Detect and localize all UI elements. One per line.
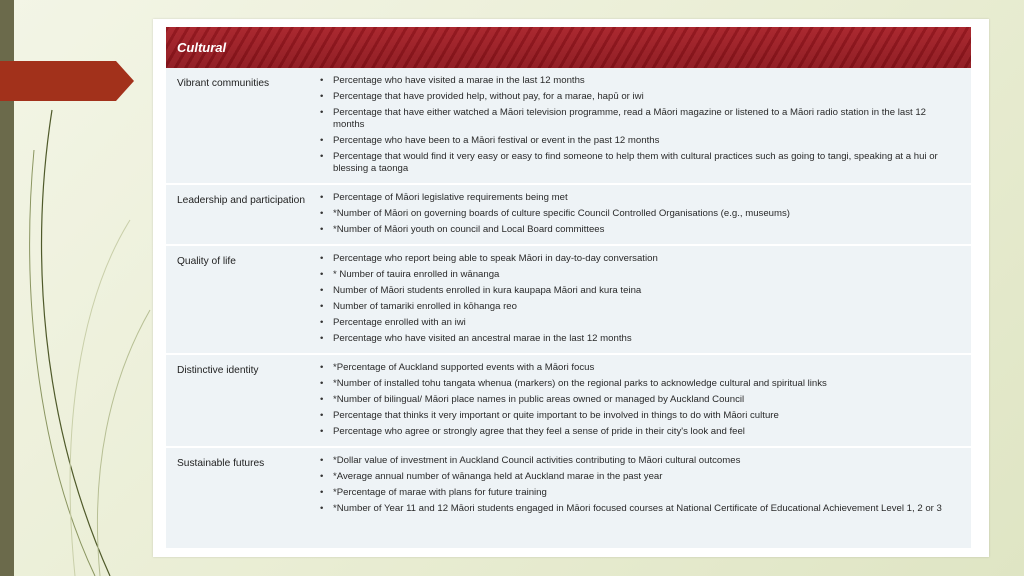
list-item: • *Percentage of Auckland supported events with a Māori focus [316, 362, 971, 374]
table-row [166, 355, 971, 448]
indicator-list [316, 448, 971, 548]
list-item: • Number of Māori students enrolled in kura kaupapa Māori and kura teina [316, 285, 971, 297]
row-category: Quality of life [177, 256, 236, 267]
list-item: • Percentage of Māori legislative requirements being met [316, 192, 971, 204]
list-item: • *Number of installed tohu tangata whenua (markers) on the regional parks to acknowledge cultural and spiritual links [316, 378, 971, 390]
list-item: • Percentage who have visited a marae in the last 12 months [316, 75, 971, 87]
table-row [166, 246, 971, 355]
list-item: • Number of tamariki enrolled in kōhanga reo [316, 301, 971, 313]
list-item: • Percentage that have provided help, without pay, for a marae, hapū or iwi [316, 91, 971, 103]
slide-content [153, 19, 989, 557]
list-item: • *Number of bilingual/ Māori place names in public areas owned or managed by Auckland Council [316, 394, 971, 406]
table-row [166, 448, 971, 548]
list-item: • *Number of Māori on governing boards of culture specific Council Controlled Organisations (e.g., museums) [316, 208, 971, 220]
row-category: Sustainable futures [177, 458, 265, 469]
list-item: • Percentage that thinks it very important or quite important to be involved in things to do with Māori culture [316, 410, 971, 422]
cultural-table [166, 27, 971, 548]
indicator-list [316, 185, 971, 244]
list-item: • Percentage that have either watched a Māori television programme, read a Māori magazine or listened to a Māori radio station in the last 12 months [316, 107, 971, 131]
red-tab-accent [0, 61, 116, 101]
table-header-banner [166, 27, 971, 68]
list-item: • Percentage who agree or strongly agree that they feel a sense of pride in their city's look and feel [316, 426, 971, 438]
table-row [166, 68, 971, 185]
list-item: • Percentage who have been to a Māori festival or event in the past 12 months [316, 135, 971, 147]
row-category: Vibrant communities [177, 78, 270, 89]
list-item: • *Percentage of marae with plans for future training [316, 487, 971, 499]
list-item: • Percentage that would find it very easy or easy to find someone to help them with cultural practices such as going to tangi, speaking at a hui or blessing a taonga [316, 151, 971, 175]
list-item: • * Number of tauira enrolled in wānanga [316, 269, 971, 281]
list-item: • *Number of Māori youth on council and Local Board committees [316, 224, 971, 236]
row-category: Distinctive identity [177, 365, 259, 376]
table-header-title: Cultural [177, 40, 227, 55]
list-item: • *Number of Year 11 and 12 Māori students engaged in Māori focused courses at National Certificate of Educational Achievement Level 1, 2 or 3 [316, 503, 971, 515]
list-item: • Percentage who have visited an ancestral marae in the last 12 months [316, 333, 971, 345]
row-category: Leadership and participation [177, 195, 306, 206]
red-tab-arrow [116, 61, 134, 101]
table-row [166, 185, 971, 246]
list-item: • *Dollar value of investment in Auckland Council activities contributing to Māori cultural outcomes [316, 455, 971, 467]
list-item: • Percentage enrolled with an iwi [316, 317, 971, 329]
indicator-list [316, 68, 971, 183]
indicator-list [316, 246, 971, 353]
indicator-list [316, 355, 971, 446]
list-item: • *Average annual number of wānanga held at Auckland marae in the past year [316, 471, 971, 483]
list-item: • Percentage who report being able to speak Māori in day-to-day conversation [316, 253, 971, 265]
